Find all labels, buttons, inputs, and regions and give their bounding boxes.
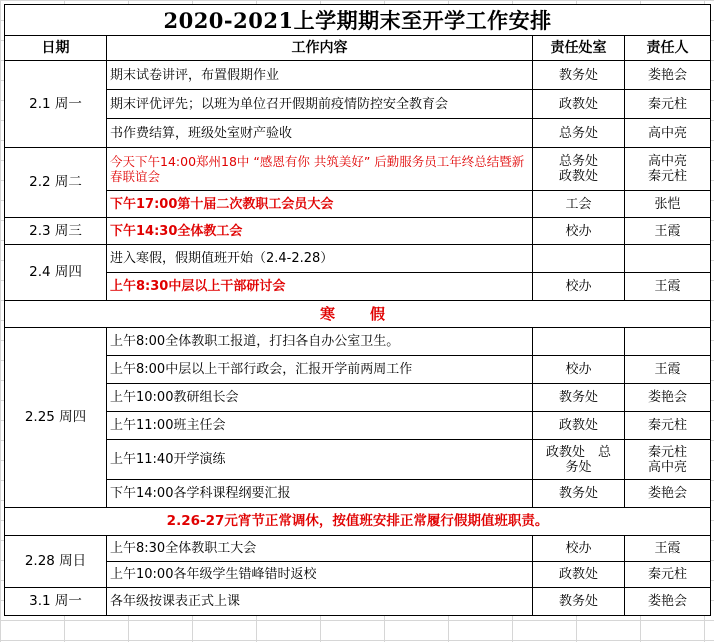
date-cell: 2.3 周三: [5, 218, 107, 245]
date-cell: 2.2 周二: [5, 148, 107, 218]
date-cell: 2.25 周四: [5, 328, 107, 508]
task-content: 下午17:00第十届二次教职工会员大会: [107, 191, 533, 218]
task-dept: 教务处: [533, 480, 625, 508]
task-person: 王霞: [625, 273, 711, 301]
task-dept: 工会: [533, 191, 625, 218]
task-person: 秦元柱: [625, 562, 711, 588]
task-dept: 校办: [533, 218, 625, 245]
task-content: 上午10:00教研组长会: [107, 384, 533, 412]
task-content: 上午11:00班主任会: [107, 412, 533, 440]
task-person: 王霞: [625, 218, 711, 245]
date-cell: 2.1 周一: [5, 61, 107, 148]
header-date: 日期: [5, 36, 107, 61]
task-content: 期末试卷讲评，布置假期作业: [107, 61, 533, 90]
task-content: 下午14:30全体教工会: [107, 218, 533, 245]
task-dept: [533, 245, 625, 273]
task-dept: 校办: [533, 273, 625, 301]
date-cell: 2.4 周四: [5, 245, 107, 301]
date-cell: 2.28 周日: [5, 536, 107, 588]
header-person: 责任人: [625, 36, 711, 61]
task-person: 秦元柱: [625, 412, 711, 440]
task-content: 上午10:00各年级学生错峰错时返校: [107, 562, 533, 588]
task-dept: 政教处 总 务处: [533, 440, 625, 480]
winter-break-banner: 寒 假: [5, 301, 711, 328]
task-content: 进入寒假，假期值班开始（2.4-2.28）: [107, 245, 533, 273]
task-person: 高中亮: [625, 119, 711, 148]
task-dept: 总务处 政教处: [533, 148, 625, 191]
task-content: 期末评优评先；以班为单位召开假期前疫情防控安全教育会: [107, 90, 533, 119]
header-dept: 责任处室: [533, 36, 625, 61]
header-content: 工作内容: [107, 36, 533, 61]
task-content: 各年级按课表正式上课: [107, 588, 533, 616]
task-person: [625, 245, 711, 273]
task-person: 娄艳会: [625, 384, 711, 412]
task-dept: 教务处: [533, 61, 625, 90]
task-content: 上午8:30中层以上干部研讨会: [107, 273, 533, 301]
task-dept: 校办: [533, 536, 625, 562]
task-person: 高中亮 秦元柱: [625, 148, 711, 191]
task-content: 书作费结算，班级处室财产验收: [107, 119, 533, 148]
task-person: 娄艳会: [625, 61, 711, 90]
task-content: 上午8:00全体教职工报道，打扫各自办公室卫生。: [107, 328, 533, 356]
task-dept: 政教处: [533, 412, 625, 440]
task-content: 下午14:00各学科课程纲要汇报: [107, 480, 533, 508]
task-person: 张恺: [625, 191, 711, 218]
task-person: 王霞: [625, 536, 711, 562]
task-dept: 政教处: [533, 562, 625, 588]
task-content: 上午11:40开学演练: [107, 440, 533, 480]
task-dept: 教务处: [533, 588, 625, 616]
task-person: [625, 328, 711, 356]
task-content: 今天下午14:00郑州18中 “感恩有你 共筑美好” 后勤服务员工年终总结暨新春联谊会: [107, 148, 533, 191]
task-person: 秦元柱: [625, 90, 711, 119]
holiday-notice: 2.26-27元宵节正常调休，按值班安排正常履行假期值班职责。: [5, 508, 711, 536]
task-dept: 校办: [533, 356, 625, 384]
task-person: 娄艳会: [625, 480, 711, 508]
task-person: 王霞: [625, 356, 711, 384]
date-cell: 3.1 周一: [5, 588, 107, 616]
task-dept: 总务处: [533, 119, 625, 148]
task-dept: [533, 328, 625, 356]
task-dept: 教务处: [533, 384, 625, 412]
schedule-table: [4, 4, 711, 616]
task-person: 娄艳会: [625, 588, 711, 616]
page-title: 2020-2021上学期期末至开学工作安排: [5, 5, 711, 36]
task-dept: 政教处: [533, 90, 625, 119]
task-person: 秦元柱 高中亮: [625, 440, 711, 480]
task-content: 上午8:30全体教职工大会: [107, 536, 533, 562]
task-content: 上午8:00中层以上干部行政会，汇报开学前两周工作: [107, 356, 533, 384]
